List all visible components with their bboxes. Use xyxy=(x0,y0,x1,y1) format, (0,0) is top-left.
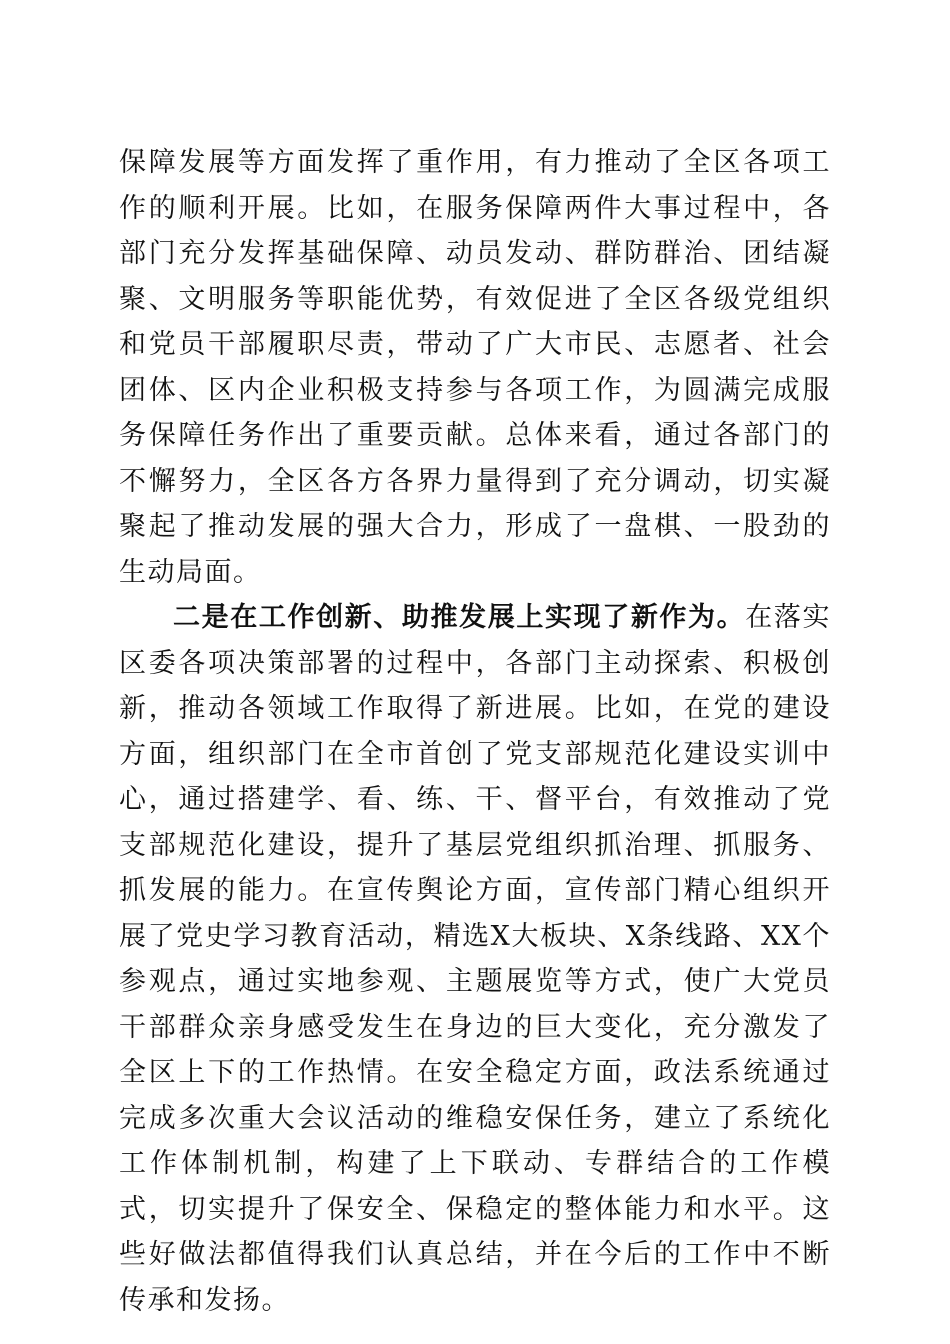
paragraph-second-point xyxy=(119,595,831,1323)
paragraph-body-text: 在落实区委各项决策部署的过程中，各部门主动探索、积极创新，推动各领域工作取得了新进展。比如，在党的建设方面，组织部门在全市首创了党支部规范化建设实训中心，通过搭建学、看、练、干、督平台，有效推动了党支部规范化建设，提升了基层党组织抓治理、抓服务、抓发展的能力。在宣传舆论方面，宣传部门精心组织开展了党史学习教育活动，精选X大板块、X条线路、XX个参观点，通过实地参观、主题展览等方式，使广大党员干部群众亲身感受发生在身边的巨大变化，充分激发了全区上下的工作热情。在安全稳定方面，政法系统通过完成多次重大会议活动的维稳安保任务，建立了系统化工作体制机制，构建了上下联动、专群结合的工作模式，切实提升了保安全、保稳定的整体能力和水平。这些好做法都值得我们认真总结，并在今后的工作中不断传承和发扬。 xyxy=(119,602,832,1316)
paragraph-lead-sentence: 二是在工作创新、助推发展上实现了新作为。 xyxy=(173,602,746,633)
paragraph-continuation: 保障发展等方面发挥了重作用，有力推动了全区各项工作的顺利开展。比如，在服务保障两件大事过程中，各部门充分发挥基础保障、动员发动、群防群治、团结凝聚、文明服务等职能优势，有效促进了全区各级党组织和党员干部履职尽责，带动了广大市民、志愿者、社会团体、区内企业积极支持参与各项工作，为圆满完成服务保障任务作出了重要贡献。总体来看，通过各部门的不懈努力，全区各方各界力量得到了充分调动，切实凝聚起了推动发展的强大合力，形成了一盘棋、一股劲的生动局面。 xyxy=(119,147,831,588)
document-body xyxy=(119,140,831,1323)
